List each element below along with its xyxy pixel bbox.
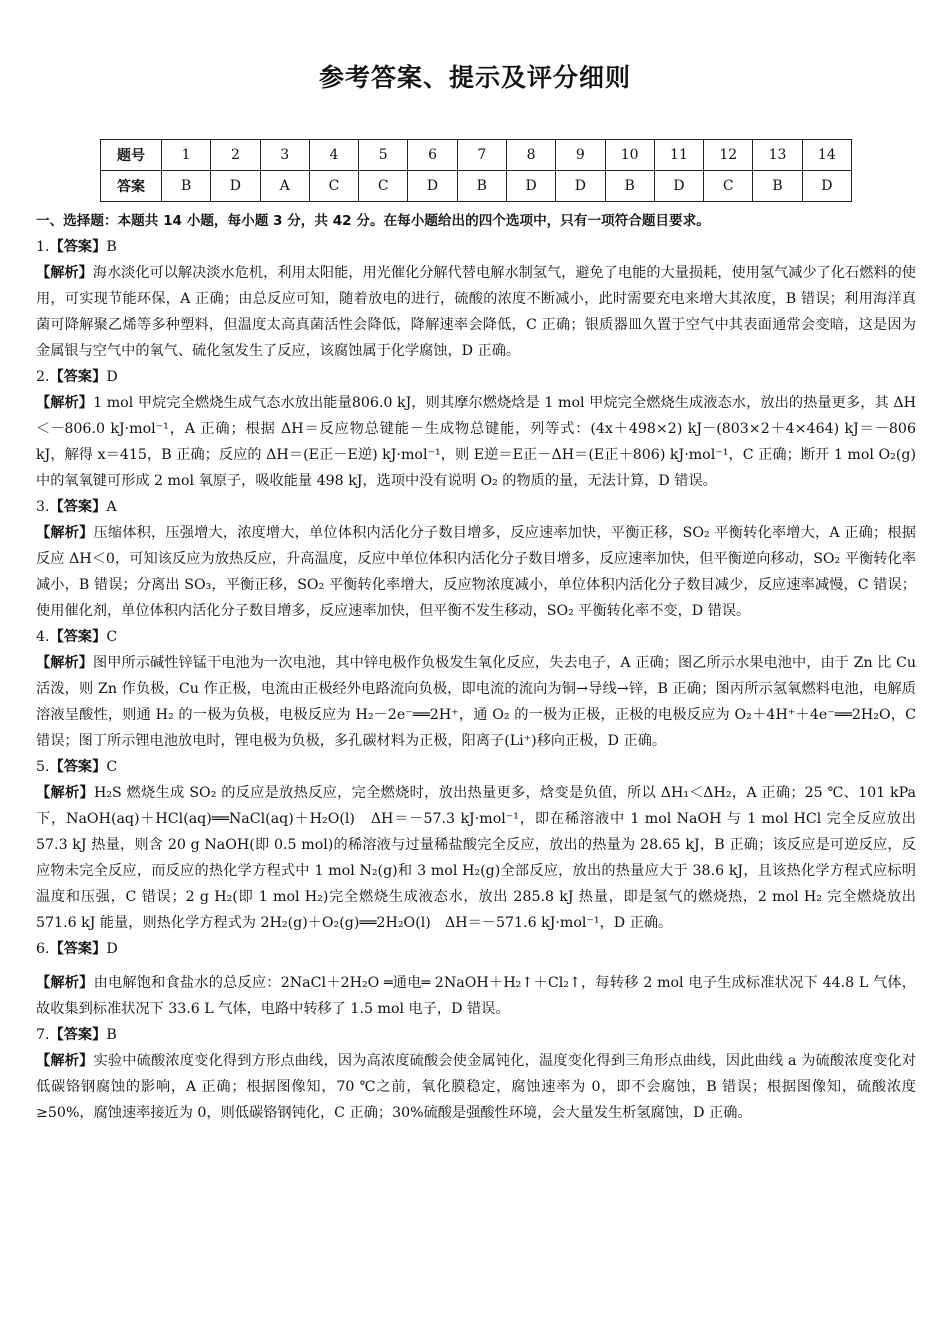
explanation-tag: 【解析】 [36,1053,94,1069]
answer-cell: D [408,171,457,202]
question-number: 8 [506,140,555,171]
answer-cell: D [654,171,703,202]
answer-tag: 【答案】 [49,941,107,957]
question-number-label: 2. [36,369,50,385]
explanation-text: 海水淡化可以解决淡水危机，利用太阳能，用光催化分解代替电解水制氢气，避免了电能的大量损耗，使用氢气减少了化石燃料的使用，可实现节能环保，A 正确；由总反应可知，随着放电的进行，硫酸的浓度不断减小，此时需要充电来增大其浓度，B 错误；利用海洋真菌可降解聚乙烯等多种塑料，但温度太高真菌活性会降低，降解速率会降低，C 正确；银质器皿久置于空气中其表面通常会变暗，这是因为金属银与空气中的氧气、硫化氢发生了反应，该腐蚀属于化学腐蚀，D 正确。 [36,265,916,359]
question-number: 14 [802,140,851,171]
explanation [36,970,916,1022]
question-answer-line [36,1022,916,1048]
explanation-text: 由电解饱和食盐水的总反应：2NaCl＋2H₂O ═通电═ 2NaOH＋H₂↑＋Cl₂↑，每转移 2 mol 电子生成标准状况下 44.8 L 气体，故收集到标准状况下 33.6 L 气体，电路中转移了 1.5 mol 电子，D 错误。 [36,975,916,1017]
question-number: 13 [753,140,802,171]
explanation [36,650,916,754]
question-number-label: 6. [36,941,50,957]
answer-cell: D [211,171,260,202]
explanation-text: 图甲所示碱性锌锰干电池为一次电池，其中锌电极作负极发生氧化反应，失去电子，A 正确；图乙所示水果电池中，由于 Zn 比 Cu 活泼，则 Zn 作负极，Cu 作正极，电流由正极经外电路流向负极，即电流的流向为铜→导线→锌，B 正确；图丙所示氢氧燃料电池，电解质溶液呈酸性，则通 H₂ 的一极为负极，电极反应为 H₂－2e⁻══2H⁺，通 O₂ 的一极为正极，正极的电极反应为 O₂＋4H⁺＋4e⁻══2H₂O，C 错误；图丁所示锂电池放电时，锂电极为负极，多孔碳材料为正极，阳离子(Li⁺)移向正极，D 正确。 [36,655,916,749]
answer-cell: C [359,171,408,202]
question-answer-line [36,754,916,780]
answer-cell: D [802,171,851,202]
question-answer-line [36,364,916,390]
question-number-label: 1. [36,239,50,255]
answer-tag: 【答案】 [49,499,107,515]
answer-tag: 【答案】 [49,1027,107,1043]
question-number: 5 [359,140,408,171]
question-number: 3 [260,140,309,171]
question-answer-line [36,936,916,962]
explanation-text: 实验中硫酸浓度变化得到方形点曲线，因为高浓度硫酸会使金属钝化，温度变化得到三角形点曲线，因此曲线 a 为硫酸浓度变化对低碳铬钢腐蚀的影响，A 正确；根据图像知，70 ℃之前，氧化膜稳定，腐蚀速率为 0，即不会腐蚀，B 错误；根据图像知，硫酸浓度≥50%，腐蚀速率接近为 0，则低碳铬钢钝化，C 正确；30%硫酸是强酸性环境，会大量发生析氢腐蚀，D 正确。 [36,1053,916,1121]
explanation [36,780,916,936]
explanation [36,1048,916,1126]
question-number-row [101,140,852,171]
explanation-tag: 【解析】 [36,655,94,671]
question-number-label: 4. [36,629,50,645]
answer-tag: 【答案】 [49,759,107,775]
answer-cell: C [704,171,753,202]
explanation [36,390,916,494]
solutions-body [36,208,916,1126]
answer-cell: D [506,171,555,202]
question-number: 1 [162,140,211,171]
question-number: 4 [309,140,358,171]
question-number: 2 [211,140,260,171]
answer-value: D [106,941,118,957]
explanation-text: H₂S 燃烧生成 SO₂ 的反应是放热反应，完全燃烧时，放出热量更多，焓变是负值，所以 ΔH₁＜ΔH₂，A 正确；25 ℃、101 kPa 下，NaOH(aq)＋HCl(aq)══NaCl(aq)＋H₂O(l) ΔH＝－57.3 kJ·mol⁻¹，即在稀溶液中 1 mol NaOH 与 1 mol HCl 完全反应放出57.3 kJ 热量，则含 20 g NaOH(即 0.5 mol)的稀溶液与过量稀盐酸完全反应，放出的热量为 28.65 kJ，B 正确；该反应是可逆反应，反应物未完全反应，而反应的热化学方程式中 1 mol N₂(g)和 3 mol H₂(g)全部反应，放出的热量应大于 38.6 kJ，且该热化学方程式应标明温度和压强，C 错误；2 g H₂(即 1 mol H₂)完全燃烧生成液态水，放出 285.8 kJ 热量，即是氢气的燃烧热，2 mol H₂ 完全燃烧放出 571.6 kJ 能量，则热化学方程式为 2H₂(g)＋O₂(g)══2H₂O(l) ΔH＝－571.6 kJ·mol⁻¹，D 正确。 [36,785,916,931]
answer-table [100,139,852,202]
question-answer-line [36,494,916,520]
explanation [36,520,916,624]
question-number-label: 7. [36,1027,50,1043]
explanation-tag: 【解析】 [36,525,94,541]
answer-value: B [106,239,117,255]
explanation-text: 压缩体积，压强增大，浓度增大，单位体积内活化分子数目增多，反应速率加快，平衡正移，SO₂ 平衡转化率增大，A 正确；根据反应 ΔH＜0，可知该反应为放热反应，升高温度，反应中单位体积内活化分子数目增多，反应速率加快，但平衡逆向移动，SO₂ 平衡转化率减小，B 错误；分离出 SO₃，平衡正移，SO₂ 平衡转化率增大，反应物浓度减小，单位体积内活化分子数目减少，反应速率减慢，C 错误；使用催化剂，单位体积内活化分子数目增多，反应速率加快，但平衡不发生移动，SO₂ 平衡转化率不变，D 错误。 [36,525,916,619]
question-answer-line [36,234,916,260]
answer-cell: B [162,171,211,202]
answer-cell: C [309,171,358,202]
answer-tag: 【答案】 [49,629,107,645]
answer-cell: B [457,171,506,202]
answer-label: 答案 [101,171,162,202]
explanation-text: 1 mol 甲烷完全燃烧生成气态水放出能量806.0 kJ，则其摩尔燃烧焓是 1 mol 甲烷完全燃烧生成液态水，放出的热量更多，其 ΔH＜－806.0 kJ·mol⁻¹，A 正确；根据 ΔH＝反应物总键能－生成物总键能，列等式：(4x＋498×2) kJ－(803×2＋4×464) kJ＝－806 kJ，解得 x＝415，B 正确；反应的 ΔH＝(E正－E逆) kJ·mol⁻¹，则 E逆＝E正－ΔH＝(E正＋806) kJ·mol⁻¹，C 正确；断开 1 mol O₂(g)中的氧氧键可形成 2 mol 氧原子，吸收能量 498 kJ，选项中没有说明 O₂ 的物质的量，无法计算，D 错误。 [36,395,916,489]
answer-value: C [106,759,118,775]
explanation-tag: 【解析】 [36,395,94,411]
answer-value: C [106,629,118,645]
answer-row [101,171,852,202]
question-number-label: 5. [36,759,50,775]
page-title: 参考答案、提示及评分细则 [318,63,631,92]
answer-value: A [106,499,117,515]
question-number: 11 [654,140,703,171]
question-number: 9 [556,140,605,171]
answer-cell: A [260,171,309,202]
explanation-tag: 【解析】 [36,785,94,801]
answer-value: D [106,369,118,385]
question-number: 6 [408,140,457,171]
answer-cell: B [605,171,654,202]
question-number: 7 [457,140,506,171]
answer-tag: 【答案】 [49,369,107,385]
question-number: 10 [605,140,654,171]
spacer [36,962,916,970]
answer-tag: 【答案】 [49,239,107,255]
explanation-tag: 【解析】 [36,265,93,281]
answer-cell: D [556,171,605,202]
section-heading: 一、选择题：本题共 14 小题，每小题 3 分，共 42 分。在每小题给出的四个选项中，只有一项符合题目要求。 [36,213,710,229]
answer-value: B [106,1027,117,1043]
question-answer-line [36,624,916,650]
explanation-tag: 【解析】 [36,975,94,991]
explanation [36,260,916,364]
question-number-label: 3. [36,499,50,515]
answer-cell: B [753,171,802,202]
question-number: 12 [704,140,753,171]
header-label: 题号 [101,140,162,171]
